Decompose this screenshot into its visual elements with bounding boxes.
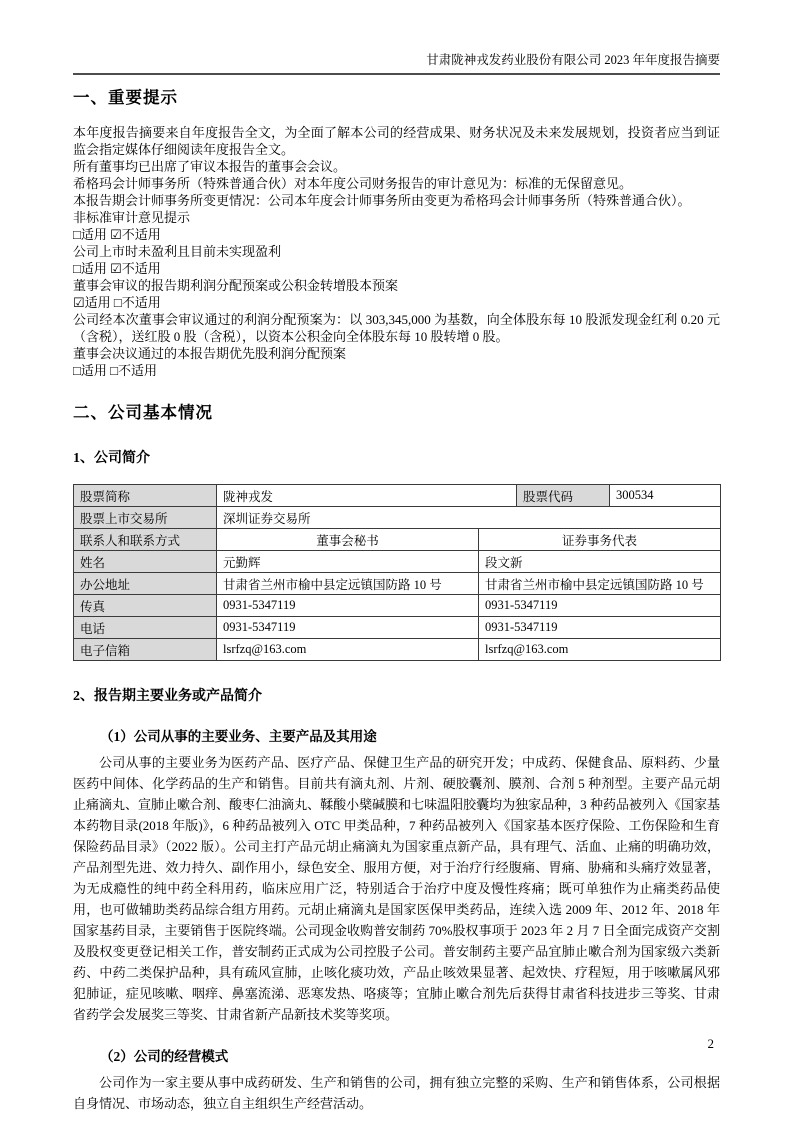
table-row — [74, 639, 721, 661]
cell-stock-short-name: 陇神戎发 — [217, 485, 517, 507]
table-row — [74, 529, 721, 551]
cell-secretary-phone: 0931-5347119 — [217, 617, 479, 639]
notice-paragraph: 公司经本次董事会审议通过的利润分配预案为：以 303,345,000 为基数，向全体股东每 10 股派发现金红利 0.20 元（含税），送红股 0 股（含税），以资本公积金向全体股东每 10 股转增 0 股。 — [73, 312, 720, 344]
table-row — [74, 485, 721, 507]
cell-label-address: 办公地址 — [74, 573, 217, 595]
notice-paragraph: 本报告期会计师事务所变更情况：公司本年度会计师事务所由变更为希格玛会计师事务所（特殊普通合伙）。 — [73, 193, 691, 208]
notice-paragraph: 本年度报告摘要来自年度报告全文，为全面了解本公司的经营成果、财务状况及未来发展规划，投资者应当到证监会指定媒体仔细阅读年度报告全文。 — [73, 125, 720, 157]
company-profile-table — [73, 484, 721, 661]
cell-contact-col1-header: 董事会秘书 — [217, 529, 479, 551]
important-notice-body — [73, 124, 720, 379]
notice-paragraph: 非标准审计意见提示 — [73, 210, 191, 225]
document-header-title: 甘肃陇神戎发药业股份有限公司 2023 年年度报告摘要 — [73, 52, 720, 75]
main-business-paragraph: 公司从事的主要业务为医药产品、医疗产品、保健卫生产品的研究开发；中成药、保健食品、原料药、少量医药中间体、化学药品的生产和销售。目前共有滴丸剂、片剂、硬胶囊剂、膜剂、合剂 5 种剂型。主要产品元胡止痛滴丸、宣肺止嗽合剂、酸枣仁油滴丸、鞣酸小檗碱膜和七味温阳胶囊均为独家品种，3 种药品被列入《国家基本药物目录(2018 年版)》，6 种药品被列入 OTC 甲类品种，7 种药品被列入《国家基本医疗保险、工伤保险和生育保险药品目录》（2022 版）。公司主打产品元胡止痛滴丸为国家重点新产品，具有理气、活血、止痛的明确功效，产品剂型先进、效力持久、副作用小，绿色安全、服用方便，对于治疗行经腹痛、胃痛、胁痛和头痛疗效显著，为无成瘾性的纯中药全科用药，临床应用广泛，特别适合于治疗中度及慢性疼痛；既可单独作为止痛类药品使用，也可做辅助类药品综合组方用药。元胡止痛滴丸是国家医保甲类药品，连续入选 2009 年、2012 年、2018 年国家基药目录，主要销售于医院终端。公司现金收购普安制药 70%股权事项于 2023 年 2 月 7 日全面完成资产交割及股权变更登记相关工作，普安制药正式成为公司控股子公司。普安制药主要产品宜肺止嗽合剂为国家级六类新药、中药二类保护品种，具有疏风宣肺，止咳化痰功效，产品止咳效果显著、起效快、疗程短，用于咳嗽属风邪犯肺证，症见咳嗽、咽痒、鼻塞流涕、恶寒发热、咯痰等；宜肺止嗽合剂先后获得甘肃省科技进步三等奖、甘肃省药学会发展奖三等奖、甘肃省新产品新技术奖等奖项。 — [73, 755, 720, 1022]
page-number: 2 — [707, 1036, 714, 1051]
table-row — [74, 595, 721, 617]
business-overview-body — [73, 725, 720, 1114]
checkbox-line: ☑适用 □不适用 — [73, 295, 161, 310]
cell-label-fax: 传真 — [74, 595, 217, 617]
table-row — [74, 617, 721, 639]
cell-label-contact: 联系人和联系方式 — [74, 529, 217, 551]
notice-paragraph: 公司上市时未盈利且目前未实现盈利 — [73, 244, 282, 259]
operating-model-paragraph: 公司作为一家主要从事中成药研发、生产和销售的公司，拥有独立完整的采购、生产和销售体系，公司根据自身情况、市场动态，独立自主组织生产经营活动。 — [73, 1075, 720, 1111]
checkbox-line: □适用 ☑不适用 — [73, 261, 161, 276]
notice-paragraph: 董事会审议的报告期利润分配预案或公积金转增股本预案 — [73, 278, 399, 293]
cell-exchange: 深圳证券交易所 — [217, 507, 721, 529]
notice-paragraph: 希格玛会计师事务所（特殊普通合伙）对本年度公司财务报告的审计意见为：标准的无保留意见。 — [73, 176, 633, 191]
cell-secretary-fax: 0931-5347119 — [217, 595, 479, 617]
cell-label-exchange: 股票上市交易所 — [74, 507, 217, 529]
section-title-important-notice: 一、重要提示 — [73, 88, 178, 107]
cell-stock-code: 300534 — [610, 485, 721, 507]
cell-secretary-address: 甘肃省兰州市榆中县定远镇国防路 10 号 — [217, 573, 479, 595]
paragraph-heading-main-business: （1）公司从事的主要业务、主要产品及其用途 — [100, 729, 377, 744]
checkbox-line: □适用 ☑不适用 — [73, 227, 161, 242]
notice-paragraph: 董事会决议通过的本报告期优先股利润分配预案 — [73, 346, 347, 361]
notice-paragraph: 所有董事均已出席了审议本报告的董事会会议。 — [73, 159, 347, 174]
cell-contact-col2-header: 证券事务代表 — [479, 529, 721, 551]
table-row — [74, 507, 721, 529]
cell-representative-fax: 0931-5347119 — [479, 595, 721, 617]
table-row — [74, 551, 721, 573]
cell-representative-name: 段文新 — [479, 551, 721, 573]
cell-label-stock-short-name: 股票简称 — [74, 485, 217, 507]
cell-representative-email: lsrfzq@163.com — [479, 639, 721, 661]
cell-label-stock-code: 股票代码 — [517, 485, 610, 507]
checkbox-line: □适用 □不适用 — [73, 363, 157, 378]
section-title-company-overview: 二、公司基本情况 — [73, 403, 213, 422]
table-row — [74, 573, 721, 595]
cell-label-email: 电子信箱 — [74, 639, 217, 661]
paragraph-heading-operating-model: （2）公司的经营模式 — [100, 1049, 229, 1064]
cell-representative-address: 甘肃省兰州市榆中县定远镇国防路 10 号 — [479, 573, 721, 595]
cell-label-name: 姓名 — [74, 551, 217, 573]
cell-label-phone: 电话 — [74, 617, 217, 639]
cell-secretary-email: lsrfzq@163.com — [217, 639, 479, 661]
subsection-title-company-profile: 1、公司简介 — [73, 451, 150, 466]
cell-representative-phone: 0931-5347119 — [479, 617, 721, 639]
subsection-title-business-overview: 2、报告期主要业务或产品简介 — [73, 689, 262, 704]
cell-secretary-name: 元勤辉 — [217, 551, 479, 573]
